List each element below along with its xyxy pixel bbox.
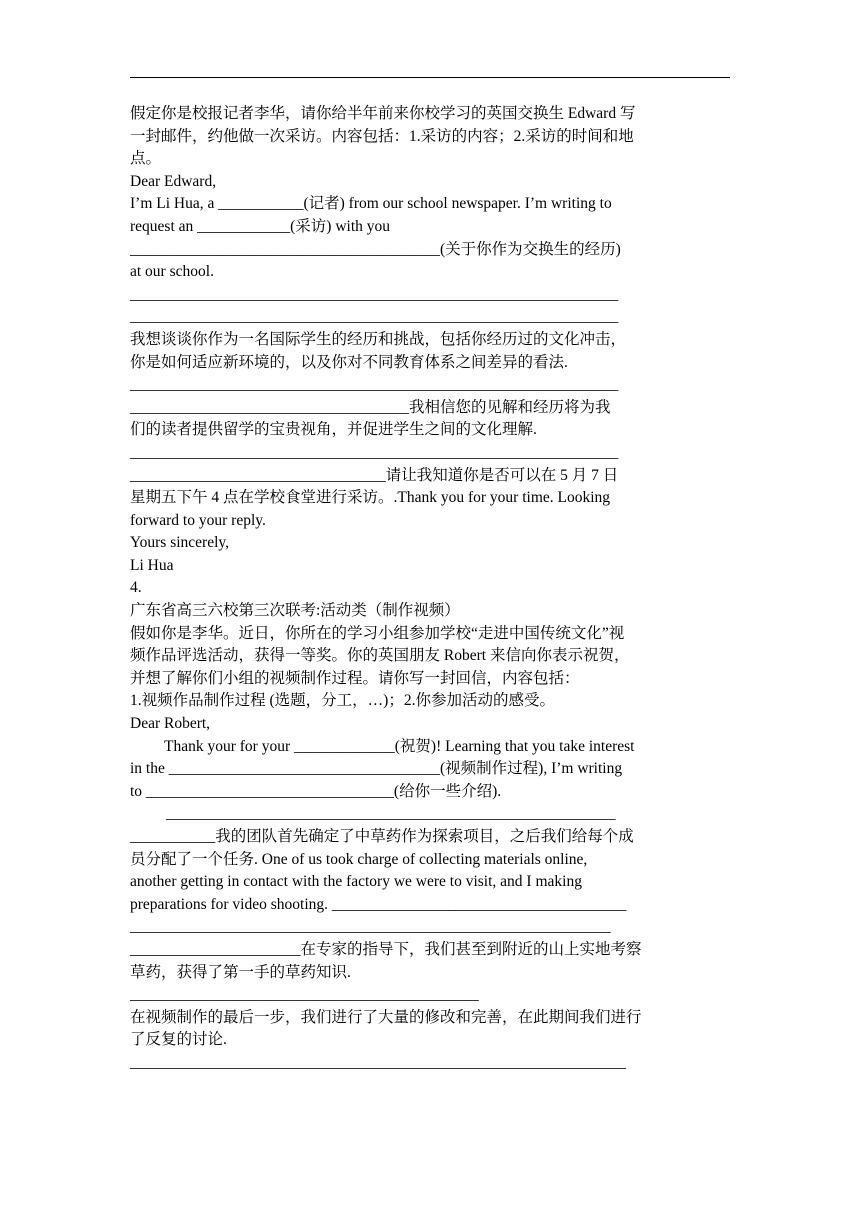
item-number: 4. [130, 579, 142, 597]
closing: Yours sincerely, [130, 534, 230, 552]
letter2-line-6: another getting in contact with the factory we were to visit, and I making [130, 873, 582, 891]
blank-line: ______________________________________________________________ [130, 918, 611, 936]
prompt1-line-3: 点。 [130, 150, 162, 168]
blank-line: _____________________________________________ [130, 986, 479, 1004]
letter2-line-9: 草药，获得了第一手的草药知识. [130, 963, 351, 981]
blank-line: _______________________________________________________________ [130, 285, 619, 303]
letter2-line-8: ______________________在专家的指导下，我们甚至到附近的山上实地考察 [130, 940, 642, 958]
prompt2-line-4: 1.视频作品制作过程 (选题，分工，…)；2.你参加活动的感受。 [130, 692, 555, 710]
signature: Li Hua [130, 556, 174, 574]
letter2-line-7: preparations for video shooting. ______________________________________ [130, 895, 627, 913]
prompt1-line-2: 一封邮件，约他做一次采访。内容包括：1.采访的内容；2.采访的时间和地 [130, 127, 634, 145]
greeting-edward: Dear Edward, [130, 172, 217, 190]
blank-line: _______________________________________________________________ [130, 308, 619, 326]
blank-line: __________________________________________________________ [166, 805, 616, 823]
letter1-line-5: 我想谈谈你作为一名国际学生的经历和挑战，包括你经历过的文化冲击， [130, 330, 627, 348]
letter1-line-2: request an ____________(采访) with you [130, 217, 391, 235]
letter1-line-11: forward to your reply. [130, 511, 266, 529]
blank-line: _______________________________________________________________ [130, 376, 619, 394]
greeting-robert: Dear Robert, [130, 715, 211, 733]
letter1-line-9: _________________________________请让我知道你是否可以在 5 月 7 日 [130, 466, 619, 484]
letter2-line-11: 了反复的讨论. [130, 1031, 227, 1049]
letter2-line-3: to ________________________________(给你一些介绍). [130, 782, 502, 800]
blank-line: _______________________________________________________________ [130, 443, 619, 461]
letter2-line-5: 员分配了一个任务. One of us took charge of collecting materials online, [130, 850, 588, 868]
prompt2-line-2: 频作品评选活动，获得一等奖。你的英国朋友 Robert 来信向你表示祝贺， [130, 647, 630, 665]
letter2-line-2: in the ___________________________________(视频制作过程), I’m writing [130, 760, 623, 778]
header-rule [130, 77, 730, 78]
letter1-line-10: 星期五下午 4 点在学校食堂进行采访。.Thank you for your time. Looking [130, 489, 611, 507]
letter1-line-8: 们的读者提供留学的宝贵视角，并促进学生之间的文化理解. [130, 421, 537, 439]
prompt2-line-3: 并想了解你们小组的视频制作过程。请你写一封回信，内容包括： [130, 669, 580, 687]
blank-line: ________________________________________________________________ [130, 1053, 626, 1071]
letter1-line-6: 你是如何适应新环境的，以及你对不同教育体系之间差异的看法. [130, 353, 568, 371]
letter1-line-1: I’m Li Hua, a ___________(记者) from our school newspaper. I’m writing to [130, 195, 612, 213]
letter1-line-4: at our school. [130, 263, 214, 281]
letter1-line-7: ____________________________________我相信您的见解和经历将为我 [130, 398, 611, 416]
letter2-line-10: 在视频制作的最后一步，我们进行了大量的修改和完善，在此期间我们进行 [130, 1008, 642, 1026]
letter1-line-3: ________________________________________(关于你作为交换生的经历) [130, 240, 621, 258]
document-body [130, 103, 730, 1075]
letter2-line-4: ___________我的团队首先确定了中草药作为探索项目，之后我们给每个成 [130, 828, 634, 845]
prompt2-line-1: 假如你是李华。近日，你所在的学习小组参加学校“走进中国传统文化”视 [130, 624, 625, 642]
letter2-line-1: Thank your for your _____________(祝贺)! Learning that you take interest [164, 737, 635, 755]
section-title: 广东省高三六校第三次联考:活动类（制作视频） [130, 602, 460, 620]
prompt1-line-1: 假定你是校报记者李华，请你给半年前来你校学习的英国交换生 Edward 写 [130, 105, 636, 122]
